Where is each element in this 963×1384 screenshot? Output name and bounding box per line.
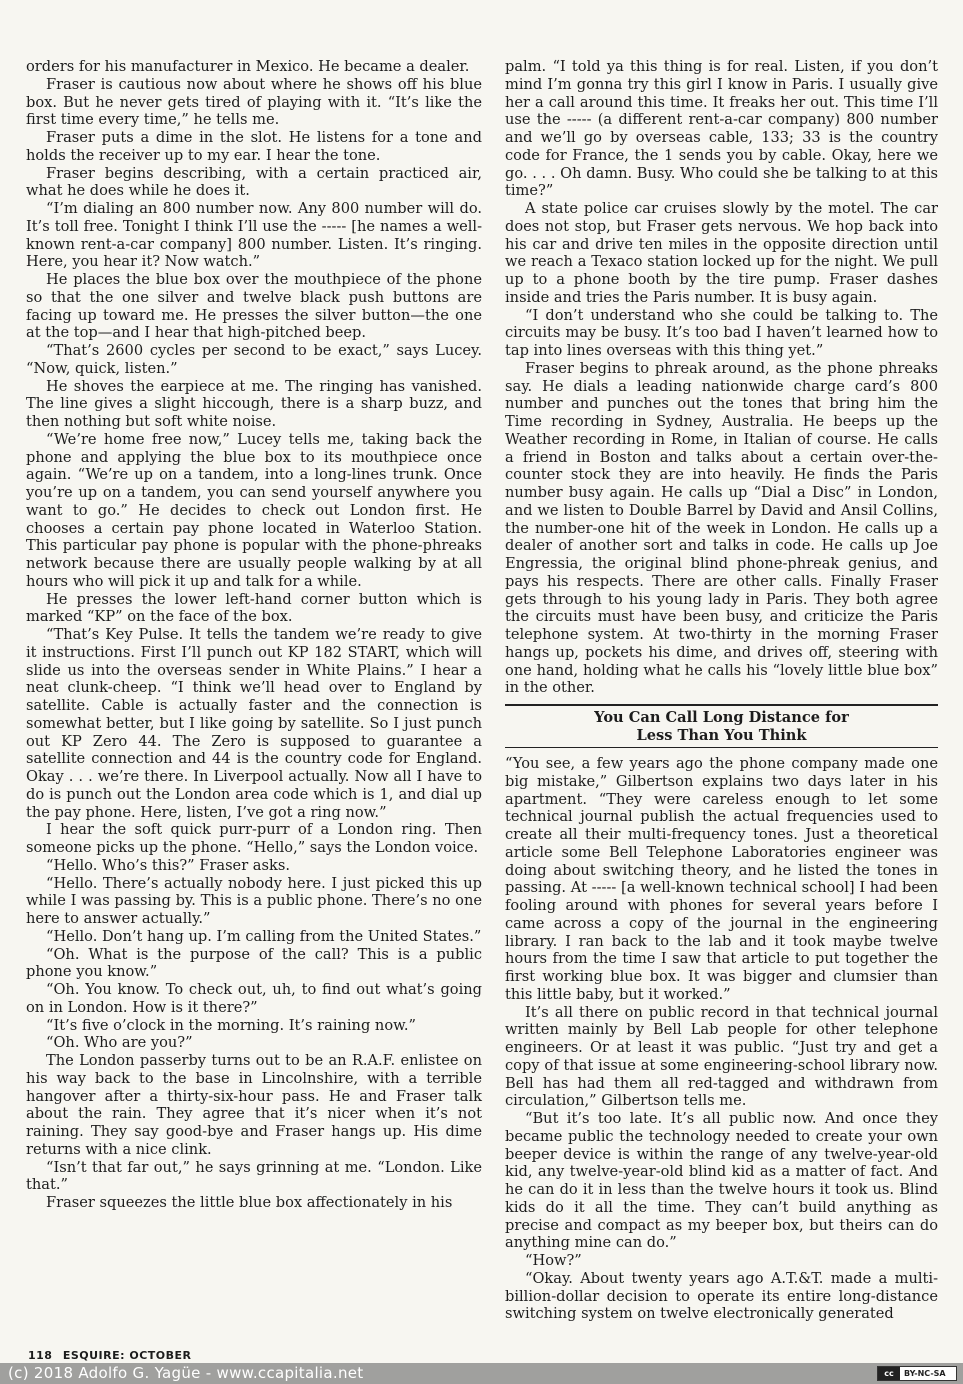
- paragraph: “Hello. There’s actually nobody here. I just picked this up while I was passing by. This is a public phone. There’s no one here to answer actually.”: [26, 874, 482, 927]
- paragraph: “Oh. What is the purpose of the call? This is a public phone you know.”: [26, 945, 482, 981]
- paragraph: orders for his manufacturer in Mexico. He became a dealer.: [26, 58, 470, 75]
- paragraph: “I don’t understand who she could be talking to. The circuits may be busy. It’s too bad I haven’t learned how to tap into lines overseas with this thing yet.”: [505, 306, 938, 359]
- paragraph: palm. “I told ya this thing is for real. Listen, if you don’t mind I’m gonna try this girl I know in Paris. I usually give her a call around this time. It freaks her out. This time I’ll use the ----- (a different rent-a-car company) 800 number and we’ll go by overseas cable, 133; 33 is the country code for France, the 1 sends you by cable. Okay, here we go. . . . Oh damn. Busy. Who could she be talking to at this time?”: [505, 58, 938, 200]
- cc-license-terms: BY-NC-SA: [904, 1369, 946, 1378]
- paragraph: “You see, a few years ago the phone company made one big mistake,” Gilbertson explains two days later in his apartment. “They were careless enough to let some technical journal publish the actual frequencies used to create all their multi-frequency tones. Just a theoretical article some Bell Telephone Laboratories engineer was doing about switching theory, and he listed the tones in passing. At ----- [a well-known technical school] I had been fooling around with phones for several years before I came across a copy of the journal in the engineering library. I ran back to the lab and it took maybe twelve hours from the time I saw that article to put together the first working blue box. It was bigger and clumsier than this little baby, but it worked.”: [505, 755, 938, 1003]
- paragraph: “That’s Key Pulse. It tells the tandem we’re ready to give it instructions. First I’ll punch out KP 182 START, which will slide us into the overseas sender in White Plains.” I hear a neat clunk-cheep. “I think we’ll head over to England by satellite. Cable is actually faster and the connection is somewhat better, but I like going by satellite. So I just punch out KP Zero 44. The Zero is supposed to guarantee a satellite connection and 44 is the country code for England. Okay . . . we’re there. In Liverpool actually. Now all I have to do is punch out the London area code which is 1, and dial up the pay phone. Here, listen, I’ve got a ring now.”: [26, 626, 482, 821]
- paragraph: Fraser is cautious now about where he shows off his blue box. But he never gets tired of playing with it. “It’s like the first time every time,” he tells me.: [26, 75, 482, 129]
- paragraph: “How?”: [525, 1252, 582, 1269]
- paragraph: He shoves the earpiece at me. The ringing has vanished. The line gives a slight hiccough, there is a sharp buzz, and then nothing but soft white noise.: [26, 377, 482, 430]
- right-column-top: [505, 58, 938, 697]
- paragraph: He presses the lower left-hand corner button which is marked “KP” on the face of the box.: [26, 590, 482, 626]
- paragraph: “We’re home free now,” Lucey tells me, taking back the phone and applying the blue box to its mouthpiece once again. “We’re up on a tandem, into a long-lines trunk. Once you’re up on a tandem, you can send yourself anywhere you want to go.” He decides to check out London first. He chooses a certain pay phone located in Waterloo Station. This particular pay phone is popular with the phone-phreaks network because there are usually people walking by at all hours who will pick it up and talk for a while.: [26, 430, 482, 590]
- paragraph: Fraser puts a dime in the slot. He listens for a tone and holds the receiver up to my ear. I hear the tone.: [26, 129, 482, 164]
- paragraph: “Oh. You know. To check out, uh, to find out what’s going on in London. How is it there?”: [26, 981, 482, 1016]
- paragraph: The London passerby turns out to be an R.A.F. enlistee on his way back to the base in Lincolnshire, with a terrible hangover after a thirty-six-hour pass. He and Fraser talk about the rain. They agree that it’s nicer when it’s not raining. They say good-bye and Fraser hangs up. His dime returns with a nice clink.: [26, 1052, 482, 1158]
- page-footer: [28, 1349, 192, 1362]
- sidebar-heading-line2: Less Than You Think: [636, 726, 807, 744]
- paragraph: Fraser begins to phreak around, as the phone phreaks say. He dials a leading nationwide charge card’s 800 number and punches out the tones that bring him the Time recording in Sydney, Australia. He beeps up the Weather recording in Rome, in Italian of course. He calls a friend in Boston and talks about a certain over-the-counter stock they are into heavily. He finds the Paris number busy again. He calls up “Dial a Disc” in London, and we listen to Double Barrel by David and Ansil Collins, the number-one hit of the week in London. He calls up a dealer of another sort and talks in code. He calls up Joe Engressia, the original blind phone-phreak genius, and pays his respects. There are other calls. Finally Fraser gets through to his young lady in Paris. They both agree the circuits must have been busy, and criticize the Paris telephone system. At two-thirty in the morning Fraser hangs up, pockets his dime, and drives off, steering with one hand, holding what he calls his “lovely little blue box” in the other.: [505, 359, 938, 697]
- paragraph: I hear the soft quick purr-purr of a London ring. Then someone picks up the phone. “Hello,” says the London voice.: [26, 821, 482, 856]
- publication-name: ESQUIRE: OCTOBER: [62, 1349, 192, 1362]
- paragraph: “But it’s too late. It’s all public now. And once they became public the technology needed to create your own beeper device is within the range of any twelve-year-old kid, any twelve-year-old blind kid as a matter of fact. And he can do it in less than the twelve hours it took us. Blind kids do it all the time. They can’t build anything as precise and compact as my beeper box, but theirs can do anything mine can do.”: [505, 1110, 938, 1252]
- paragraph: “Hello. Who’s this?” Fraser asks.: [46, 856, 290, 874]
- sidebar-heading: [505, 704, 938, 748]
- paragraph: “Oh. Who are you?”: [46, 1034, 193, 1052]
- sidebar-heading-line1: You Can Call Long Distance for: [594, 709, 849, 726]
- paragraph: A state police car cruises slowly by the motel. The car does not stop, but Fraser gets nervous. We hop back into his car and drive ten miles in the opposite direction until we reach a Texaco station locked up for the night. We pull up to a phone booth by the tire pump. Fraser dashes inside and tries the Paris number. It is busy again.: [505, 200, 938, 306]
- paragraph: Fraser squeezes the little blue box affectionately in his: [46, 1194, 453, 1211]
- watermark-text: (c) 2018 Adolfo G. Yagüe - www.ccapitalia.net: [8, 1364, 364, 1382]
- page-number: 118: [28, 1349, 53, 1362]
- cc-icon: cc: [878, 1367, 900, 1380]
- right-column-bottom: [505, 755, 938, 1323]
- paragraph: “Okay. About twenty years ago A.T.&T. made a multi-billion-dollar decision to operate its entire long-distance switching system on twelve electronically generated: [505, 1269, 938, 1323]
- paragraph: “That’s 2600 cycles per second to be exact,” says Lucey. “Now, quick, listen.”: [26, 342, 482, 377]
- cc-license-badge: [877, 1366, 957, 1381]
- paragraph: Fraser begins describing, with a certain practiced air, what he does while he does it.: [26, 164, 482, 200]
- paragraph: He places the blue box over the mouthpiece of the phone so that the one silver and twelve black push buttons are facing up toward me. He presses the silver button—the one at the top—and I hear that high-pitched beep.: [26, 271, 482, 342]
- paragraph: “Isn’t that far out,” he says grinning at me. “London. Like that.”: [26, 1158, 482, 1194]
- paragraph: It’s all there on public record in that technical journal written mainly by Bell Lab people for other telephone engineers. Or at least it was public. “Just try and get a copy of that issue at some engineering-school library now. Bell has had them all red-tagged and withdrawn from circulation,” Gilbertson tells me.: [505, 1003, 938, 1110]
- right-column: [505, 58, 938, 1323]
- paragraph: “I’m dialing an 800 number now. Any 800 number will do. It’s toll free. Tonight I think I’ll use the ----- [he names a well-known rent-a-car company] 800 number. Listen. It’s ringing. Here, you hear it? Now watch.”: [26, 200, 482, 271]
- left-column: [26, 58, 482, 1212]
- paragraph: “It’s five o’clock in the morning. It’s raining now.”: [46, 1016, 416, 1034]
- paragraph: “Hello. Don’t hang up. I’m calling from the United States.”: [46, 927, 482, 945]
